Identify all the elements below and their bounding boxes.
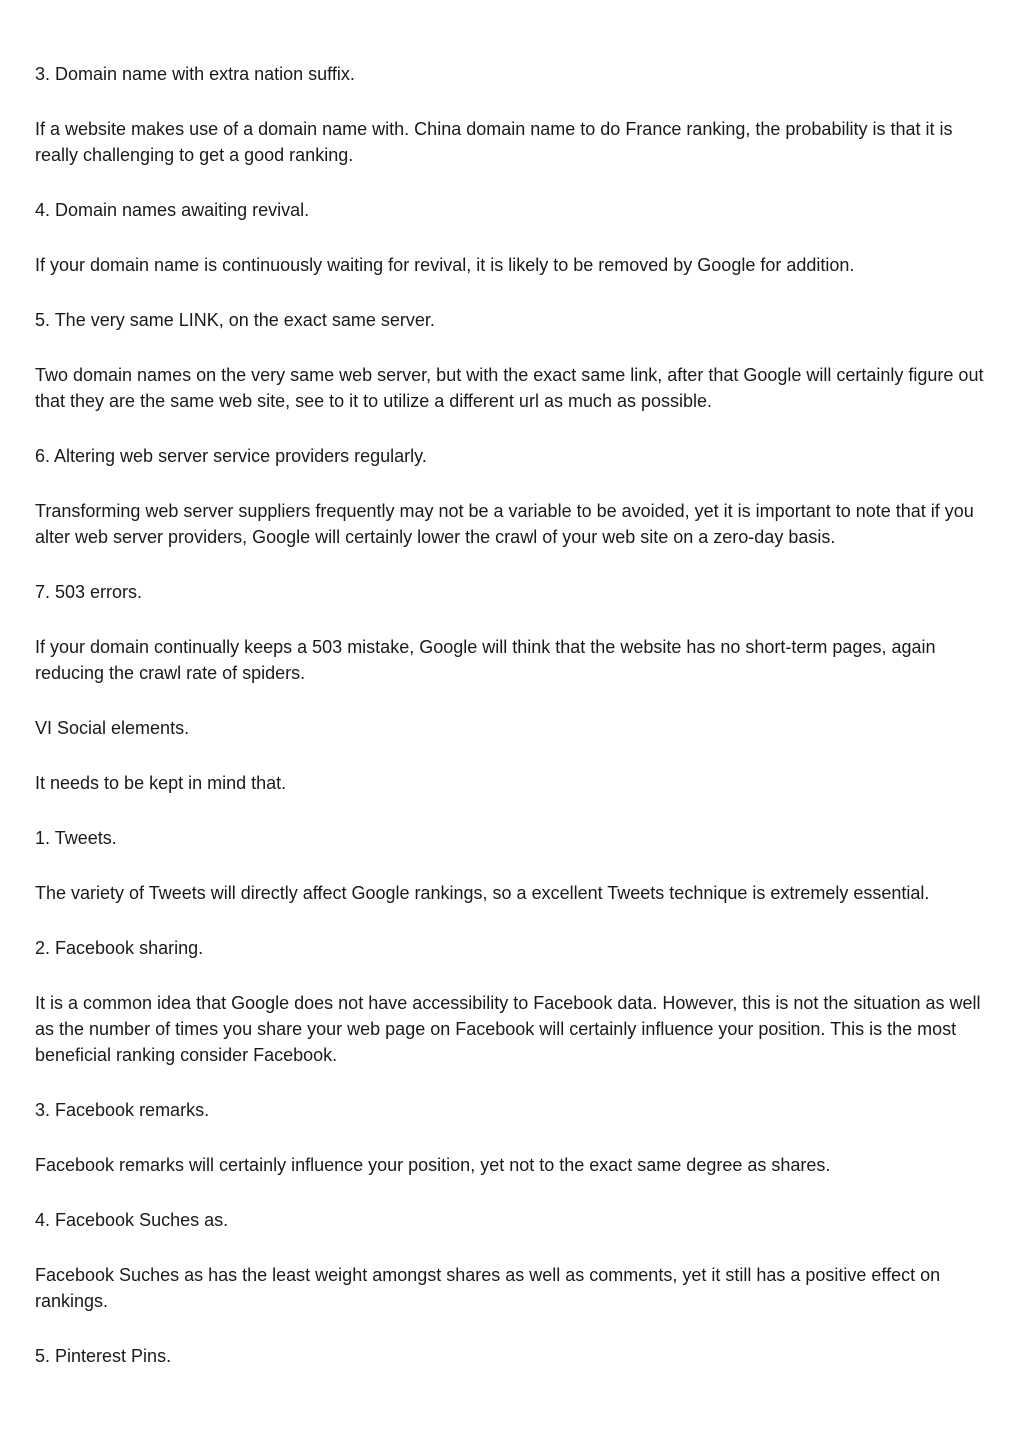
document-body xyxy=(35,61,990,1398)
heading-facebook-likes: 4. Facebook Suches as. xyxy=(35,1210,229,1230)
heading-facebook-remarks: 3. Facebook remarks. xyxy=(35,1100,210,1120)
paragraph-same-link-server: Two domain names on the very same web server, but with the exact same link, after that Google will certainly figure out that they are the same web site, see to it to utilize a different url as much as possible. xyxy=(35,365,984,411)
paragraph-altering-providers: Transforming web server suppliers frequently may not be a variable to be avoided, yet it is important to note that if you alter web server providers, Google will certainly lower the crawl of your web site on a zero-day basis. xyxy=(35,501,974,547)
heading-domain-nation-suffix: 3. Domain name with extra nation suffix. xyxy=(35,64,355,84)
paragraph-domain-nation-suffix: If a website makes use of a domain name with. China domain name to do France ranking, the probability is that it is really challenging to get a good ranking. xyxy=(35,119,953,165)
heading-503-errors: 7. 503 errors. xyxy=(35,582,143,602)
paragraph-facebook-sharing: It is a common idea that Google does not have accessibility to Facebook data. However, this is not the situation as well as the number of times you share your web page on Facebook will certainly influence your position. This is the most beneficial ranking consider Facebook. xyxy=(35,993,981,1065)
paragraph-facebook-remarks: Facebook remarks will certainly influence your position, yet not to the exact same degree as shares. xyxy=(35,1155,831,1175)
section-heading-social-elements: VI Social elements. xyxy=(35,718,190,738)
paragraph-tweets: The variety of Tweets will directly affect Google rankings, so a excellent Tweets technique is extremely essential. xyxy=(35,883,930,903)
heading-altering-providers: 6. Altering web server service providers regularly. xyxy=(35,446,427,466)
paragraph-social-intro: It needs to be kept in mind that. xyxy=(35,773,287,793)
heading-facebook-sharing: 2. Facebook sharing. xyxy=(35,938,204,958)
heading-tweets: 1. Tweets. xyxy=(35,828,117,848)
paragraph-domain-revival: If your domain name is continuously waiting for revival, it is likely to be removed by Google for addition. xyxy=(35,255,855,275)
paragraph-facebook-likes: Facebook Suches as has the least weight amongst shares as well as comments, yet it still has a positive effect on rankings. xyxy=(35,1265,941,1311)
paragraph-503-errors: If your domain continually keeps a 503 mistake, Google will think that the website has no short-term pages, again reducing the crawl rate of spiders. xyxy=(35,637,936,683)
heading-pinterest-pins: 5. Pinterest Pins. xyxy=(35,1346,172,1366)
heading-same-link-server: 5. The very same LINK, on the exact same server. xyxy=(35,310,435,330)
heading-domain-revival: 4. Domain names awaiting revival. xyxy=(35,200,310,220)
